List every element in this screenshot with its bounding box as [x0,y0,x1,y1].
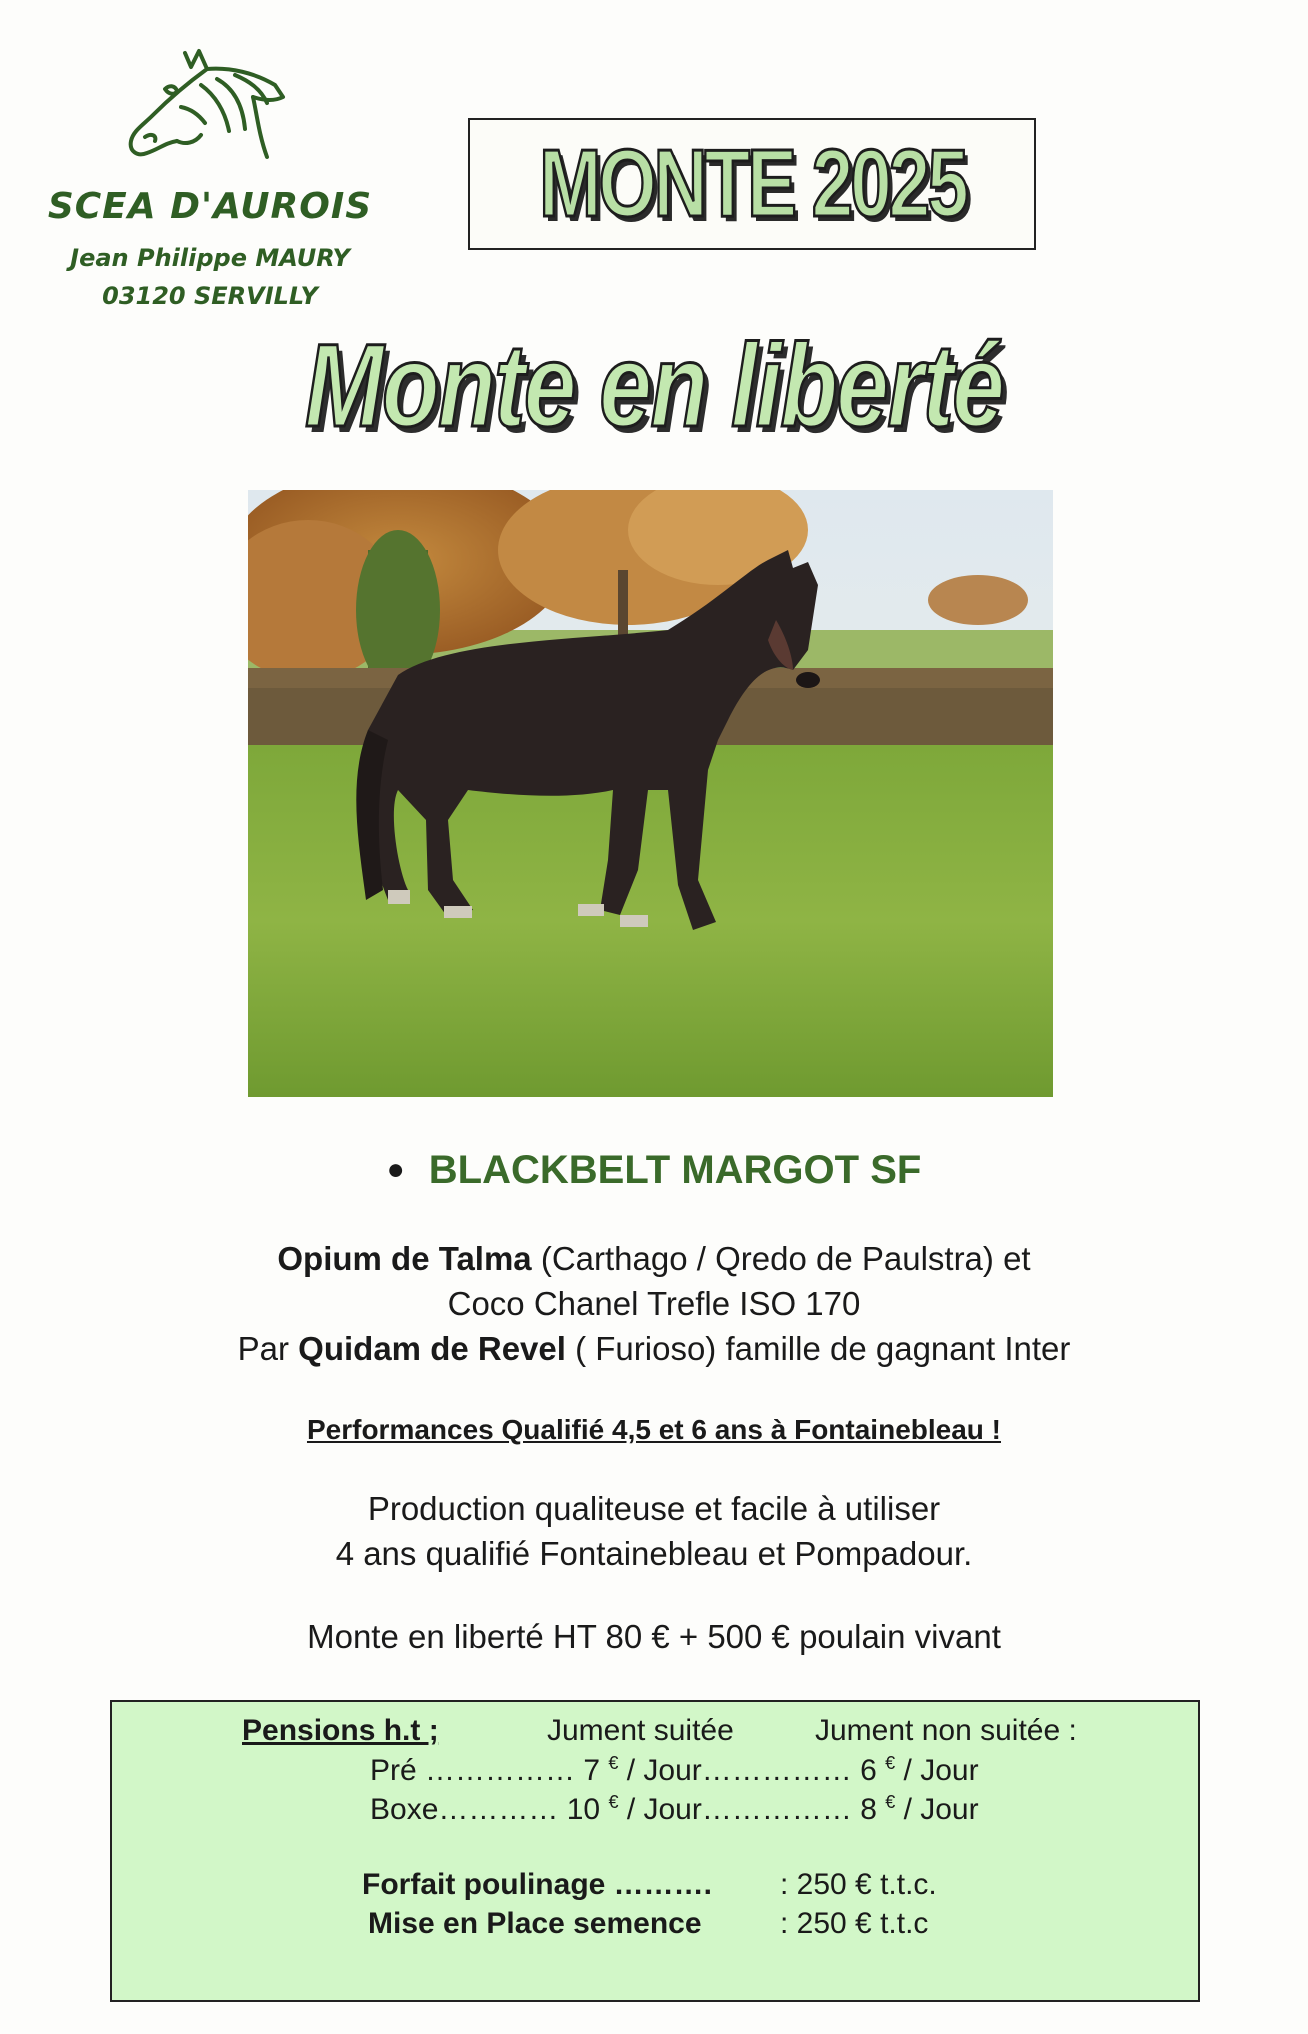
bullet-icon: ● [386,1153,405,1186]
mise-en-place-label: Mise en Place semence [368,1907,702,1940]
sire-parents: (Carthago / Qredo de Paulstra) et [531,1240,1031,1277]
company-name: SCEA D'AUROIS [47,186,373,227]
owner-name: Jean Philippe MAURY [70,244,350,272]
forfait-price: : 250 € t.t.c. [780,1868,937,1901]
pedigree-damsire-line [0,1330,1308,1368]
title-box [468,118,1036,250]
row-mid: / Jour…………… [626,1793,852,1826]
production-line-1: Production qualiteuse et facile à utiliser [367,1490,941,1527]
non-suitee-price: 6 [860,1754,877,1787]
forfait-label-text: Forfait poulinage [362,1868,606,1901]
address: 03120 SERVILLY [102,282,318,310]
currency-symbol: € [608,1753,619,1773]
par-label: Par [237,1330,299,1367]
damsire-info: ( Furioso) famille de gagnant Inter [565,1330,1071,1367]
currency-symbol: € [608,1792,619,1812]
pension-heading: Pensions h.t ; [242,1714,439,1747]
pension-row-boxe [370,1792,979,1827]
pedigree-sire-line [0,1240,1308,1278]
pension-box [110,1700,1200,2002]
stud-fee: Monte en liberté HT 80 € + 500 € poulain vivant [307,1618,1001,1655]
row-end: / Jour [903,1754,979,1787]
forfait-poulinage [362,1868,712,1902]
sire-name: Opium de Talma [277,1240,532,1277]
subtitle: Monte en liberté [304,320,1004,452]
damsire-name: Quidam de Revel [298,1330,566,1367]
page-title: MONTE 2025 [538,130,966,237]
pension-row-pre [370,1753,979,1788]
row-end: / Jour [903,1793,979,1826]
pedigree-dam-line: Coco Chanel Trefle ISO 170 [447,1285,861,1322]
horse-photo [248,490,1053,1097]
currency-symbol: € [885,1792,896,1812]
forfait-dots: ………. [605,1868,712,1901]
performances: Performances Qualifié 4,5 et 6 ans à Fontainebleau ! [306,1414,1001,1445]
suitee-price: 10 [566,1793,601,1826]
row-label: Pré …………… [370,1754,576,1787]
currency-symbol: € [885,1753,896,1773]
col-jument-suitee: Jument suitée [547,1714,734,1747]
non-suitee-price: 8 [860,1793,877,1826]
col-jument-non-suitee: Jument non suitée : [815,1714,1077,1747]
row-label: Boxe………… [370,1793,559,1826]
mise-en-place-price: : 250 € t.t.c [780,1907,929,1940]
production-line-2: 4 ans qualifié Fontainebleau et Pompadour. [335,1535,973,1572]
horse-name-row [0,1148,1308,1193]
horse-name: BLACKBELT MARGOT SF [428,1148,922,1192]
suitee-price: 7 [583,1754,601,1787]
row-mid: / Jour…………… [626,1754,852,1787]
logo-block [0,0,420,320]
